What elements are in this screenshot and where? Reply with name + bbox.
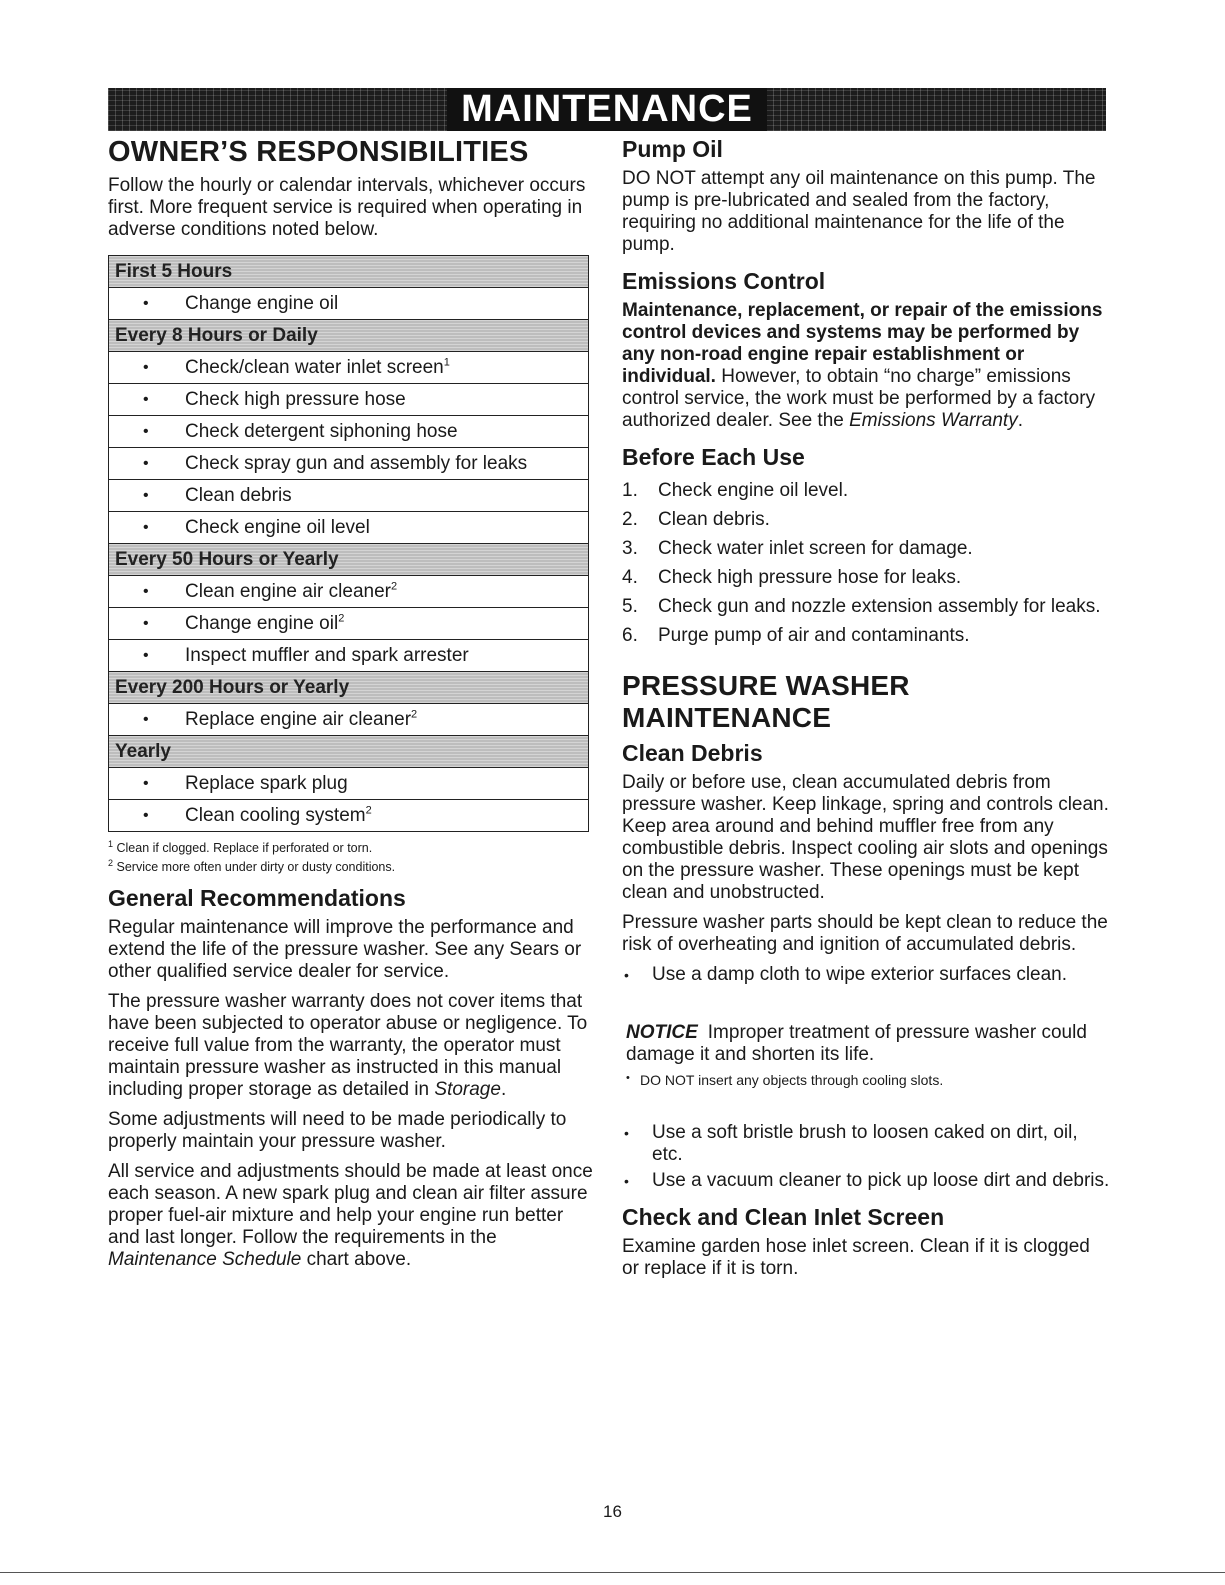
footnote-ref: 2 bbox=[365, 804, 372, 817]
before-each-use-heading: Before Each Use bbox=[622, 444, 805, 470]
table-row bbox=[109, 416, 588, 448]
task-text: Check/clean water inlet screen$^1$ bbox=[185, 356, 450, 378]
schedule-interval-header: Every 50 Hours or Yearly bbox=[109, 544, 588, 576]
footnote-ref: 1 bbox=[443, 356, 450, 369]
bullet: • bbox=[143, 391, 149, 408]
bullet: • bbox=[143, 647, 149, 664]
inlet-screen-heading: Check and Clean Inlet Screen bbox=[622, 1204, 945, 1230]
list-item: 1. Check engine oil level. bbox=[622, 480, 849, 501]
schedule-interval-header: First 5 Hours bbox=[109, 256, 588, 288]
task-text: Check high pressure hose bbox=[185, 389, 406, 410]
bullet: • bbox=[143, 295, 149, 312]
cleaning-tips-list bbox=[622, 1122, 1112, 1192]
table-row bbox=[109, 384, 588, 416]
table-row bbox=[109, 704, 588, 736]
table-row bbox=[109, 800, 588, 831]
general-p1: Regular maintenance will improve the performance and extend the life of the pressure washer. See any Sears or other qualified service dealer for service. bbox=[108, 917, 582, 982]
emissions-control-heading: Emissions Control bbox=[622, 268, 826, 294]
task-text: Check engine oil level bbox=[185, 517, 370, 538]
task-text: Clean debris bbox=[185, 485, 292, 506]
task-text: Clean cooling system$^2$ bbox=[185, 804, 372, 826]
task-text: Check spray gun and assembly for leaks bbox=[185, 453, 528, 474]
bullet: • bbox=[143, 359, 149, 376]
table-row bbox=[109, 512, 588, 544]
table-row bbox=[109, 288, 588, 320]
table-row bbox=[109, 608, 588, 640]
bullet: • bbox=[143, 487, 149, 504]
pressure-washer-maintenance-heading: PRESSURE WASHER MAINTENANCE bbox=[622, 670, 910, 733]
bullet: • bbox=[143, 583, 149, 600]
list-item: • Use a damp cloth to wipe exterior surfaces clean. bbox=[624, 964, 1068, 985]
inlet-screen-text: Examine garden hose inlet screen. Clean if it is clogged or replace if it is torn. bbox=[622, 1236, 1090, 1279]
general-p3: Some adjustments will need to be made periodically to properly maintain your pressure washer. bbox=[108, 1109, 567, 1152]
task-text: Replace spark plug bbox=[185, 773, 348, 794]
pump-oil-text: DO NOT attempt any oil maintenance on this pump. The pump is pre-lubricated and sealed from the factory, requiring no additional maintenance for the life of the pump. bbox=[622, 168, 1096, 255]
table-row bbox=[109, 640, 588, 672]
bullet: • bbox=[143, 807, 149, 824]
schedule-interval-header: Yearly bbox=[109, 736, 588, 768]
page-number: 16 bbox=[603, 1502, 622, 1521]
notice-block: NOTICE Improper treatment of pressure washer could damage it and shorten its life. bbox=[626, 1022, 1087, 1065]
table-row bbox=[109, 448, 588, 480]
bullet: • bbox=[143, 519, 149, 536]
bullet: • bbox=[143, 615, 149, 632]
footnote-ref: 2 bbox=[390, 580, 398, 593]
table-row bbox=[109, 352, 588, 384]
clean-debris-heading: Clean Debris bbox=[622, 740, 763, 766]
general-recommendations-heading: General Recommendations bbox=[108, 885, 406, 911]
list-item: • Use a soft bristle brush to loosen caked on dirt, oil, etc. bbox=[624, 1122, 1078, 1165]
task-text: Inspect muffler and spark arrester bbox=[185, 645, 469, 666]
task-text: Change engine oil bbox=[185, 293, 339, 314]
bottom-rule bbox=[0, 1572, 1225, 1573]
owners-responsibilities-heading: OWNER’S RESPONSIBILITIES bbox=[108, 136, 529, 168]
left-column bbox=[108, 136, 593, 1279]
list-item: 3. Check water inlet screen for damage. bbox=[622, 538, 973, 559]
right-column bbox=[622, 136, 1112, 1288]
schedule-interval-header: Every 200 Hours or Yearly bbox=[109, 672, 588, 704]
footnote-ref: 2 bbox=[411, 708, 418, 721]
table-row bbox=[109, 768, 588, 800]
bullet: • bbox=[143, 775, 149, 792]
bullet: • bbox=[143, 455, 149, 472]
task-text: Clean engine air cleaner$^2$ bbox=[185, 580, 398, 602]
schedule-interval-header: Every 8 Hours or Daily bbox=[109, 320, 588, 352]
list-item: • Use a vacuum cleaner to pick up loose dirt and debris. bbox=[624, 1170, 1110, 1191]
task-text: Replace engine air cleaner$^2$ bbox=[185, 708, 418, 730]
notice-label: NOTICE bbox=[626, 1022, 698, 1043]
general-p2: The pressure washer warranty does not cover items that have been subjected to operator abuse or negligence. To receive full value from the warranty, the operator must maintain pressure washer as instructed in this manual including proper storage as detailed in Storage. bbox=[108, 991, 588, 1100]
list-item: 4. Check high pressure hose for leaks. bbox=[622, 567, 962, 588]
emissions-text: Maintenance, replacement, or repair of the emissions control devices and systems may be performed by any non-road engine repair establishment or individual. However, to obtain “no charge” emissions control service, the work must be performed by a factory authorized dealer. See the Emissions Warranty. bbox=[622, 300, 1103, 431]
task-text: Check detergent siphoning hose bbox=[185, 421, 458, 442]
list-item: 6. Purge pump of air and contaminants. bbox=[622, 625, 970, 646]
table-row bbox=[109, 480, 588, 512]
task-text: Change engine oil$^2$ bbox=[185, 612, 345, 634]
list-item: 2. Clean debris. bbox=[622, 509, 770, 530]
footnote-ref: 2 bbox=[338, 612, 345, 625]
general-p4: All service and adjustments should be made at least once each season. A new spark plug and clean air filter assure proper fuel-air mixture and help your engine run better and last longer. Follow the requirements in the Maintenance Schedule chart above. bbox=[108, 1161, 593, 1270]
footnote-1: $^1$ Clean if clogged. Replace if perforated or torn. bbox=[108, 838, 373, 855]
clean-debris-p2: Pressure washer parts should be kept clean to reduce the risk of overheating and ignition of accumulated debris. bbox=[622, 912, 1108, 955]
clean-debris-p1: Daily or before use, clean accumulated debris from pressure washer. Keep linkage, spring and controls clean. Keep area around and behind muffler free from any combustible debris. Inspect cooling air slots and openings on the pressure washer. These openings must be kept clean and unobstructed. bbox=[622, 772, 1109, 903]
footnote-2: $^2$ Service more often under dirty or dusty conditions. bbox=[108, 857, 396, 874]
notice-item: • DO NOT insert any objects through cooling slots. bbox=[626, 1072, 944, 1088]
clean-debris-list bbox=[622, 964, 1112, 986]
bullet: • bbox=[143, 711, 149, 728]
bullet: • bbox=[143, 423, 149, 440]
table-row bbox=[109, 576, 588, 608]
before-each-use-list bbox=[622, 476, 1112, 650]
footnotes bbox=[108, 840, 593, 875]
maintenance-banner bbox=[108, 88, 1106, 131]
pump-oil-heading: Pump Oil bbox=[622, 136, 723, 162]
maintenance-schedule-table bbox=[108, 255, 589, 832]
list-item: 5. Check gun and nozzle extension assembly for leaks. bbox=[622, 596, 1101, 617]
page-title: MAINTENANCE bbox=[447, 88, 767, 131]
owners-intro: Follow the hourly or calendar intervals, whichever occurs first. More frequent service is required when operating in adverse conditions noted below. bbox=[108, 175, 586, 240]
